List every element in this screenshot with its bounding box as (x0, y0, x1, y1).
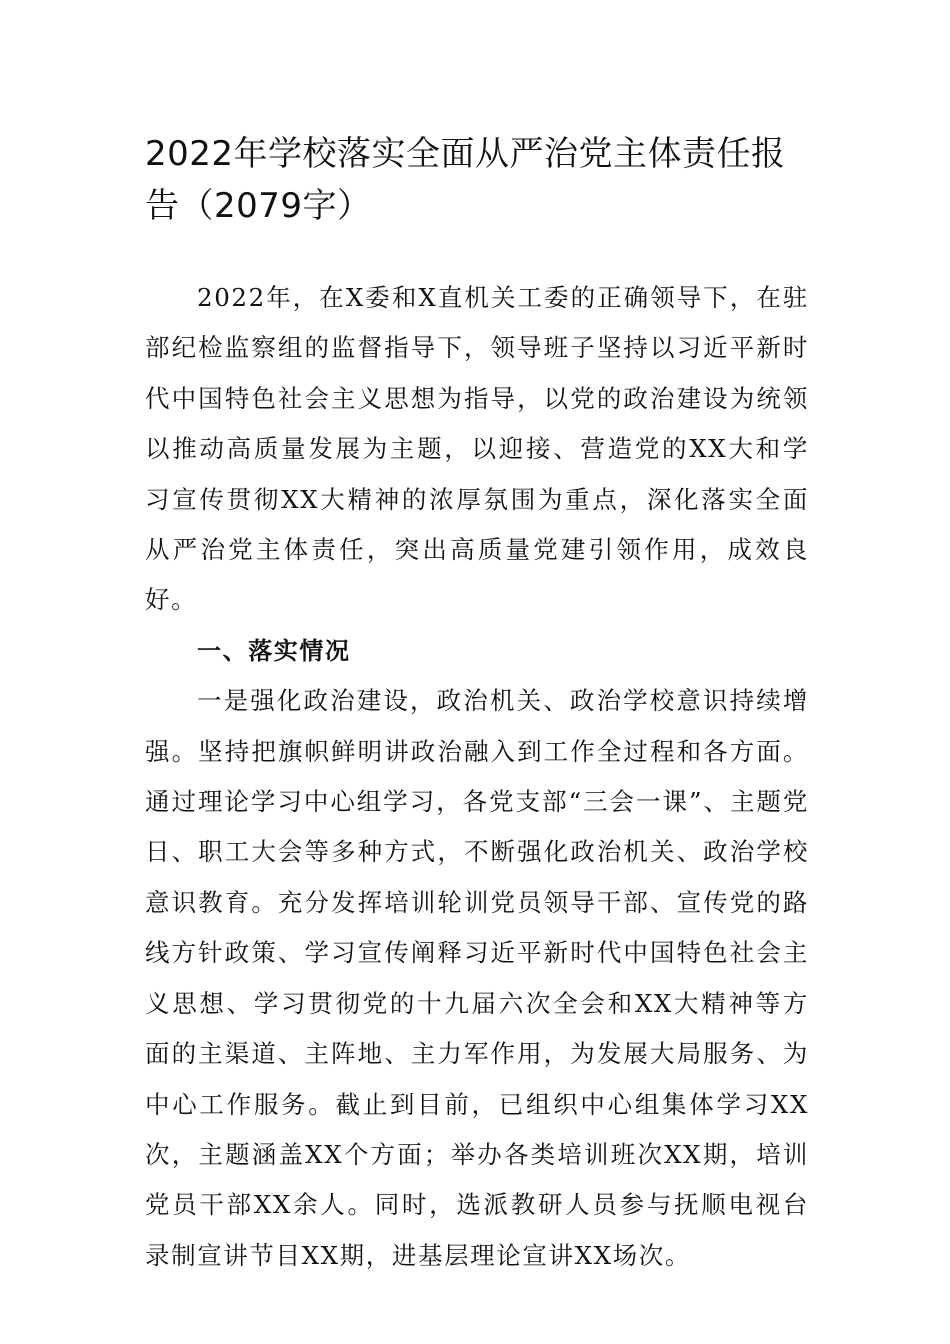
document-title: 2022年学校落实全面从严治党主体责任报告（2079字） (145, 134, 786, 226)
intro-paragraph: 2022年，在X委和X直机关工委的正确领导下，在驻部纪检监察组的监督指导下，领导班子坚持以习近平新时代中国特色社会主义思想为指导，以党的政治建设为统领以推动高质量发展为主题，以迎接、营造党的XX大和学习宣传贯彻XX大精神的浓厚氛围为重点，深化落实全面从严治党主体责任，突出高质量党建引领作用，成效良好。 (145, 283, 809, 615)
body-paragraph: 一是强化政治建设，政治机关、政治学校意识持续增强。坚持把旗帜鲜明讲政治融入到工作全过程和各方面。通过理论学习中心组学习，各党支部“三会一课”、主题党日、职工大会等多种方式，不断强化政治机关、政治学校意识教育。充分发挥培训轮训党员领导干部、宣传党的路线方针政策、学习宣传阐释习近平新时代中国特色社会主义思想、学习贯彻党的十九届六次全会和XX大精神等方面的主渠道、主阵地、主力军作用，为发展大局服务、为中心工作服务。截止到目前，已组织中心组集体学习XX次，主题涵盖XX个方面；举办各类培训班次XX期，培训党员干部XX余人。同时，选派教研人员参与抚顺电视台录制宣讲节目XX期，进基层理论宣讲XX场次。 (145, 686, 809, 1270)
section-heading: 一、落实情况 (197, 636, 351, 665)
document-body (145, 273, 809, 1281)
